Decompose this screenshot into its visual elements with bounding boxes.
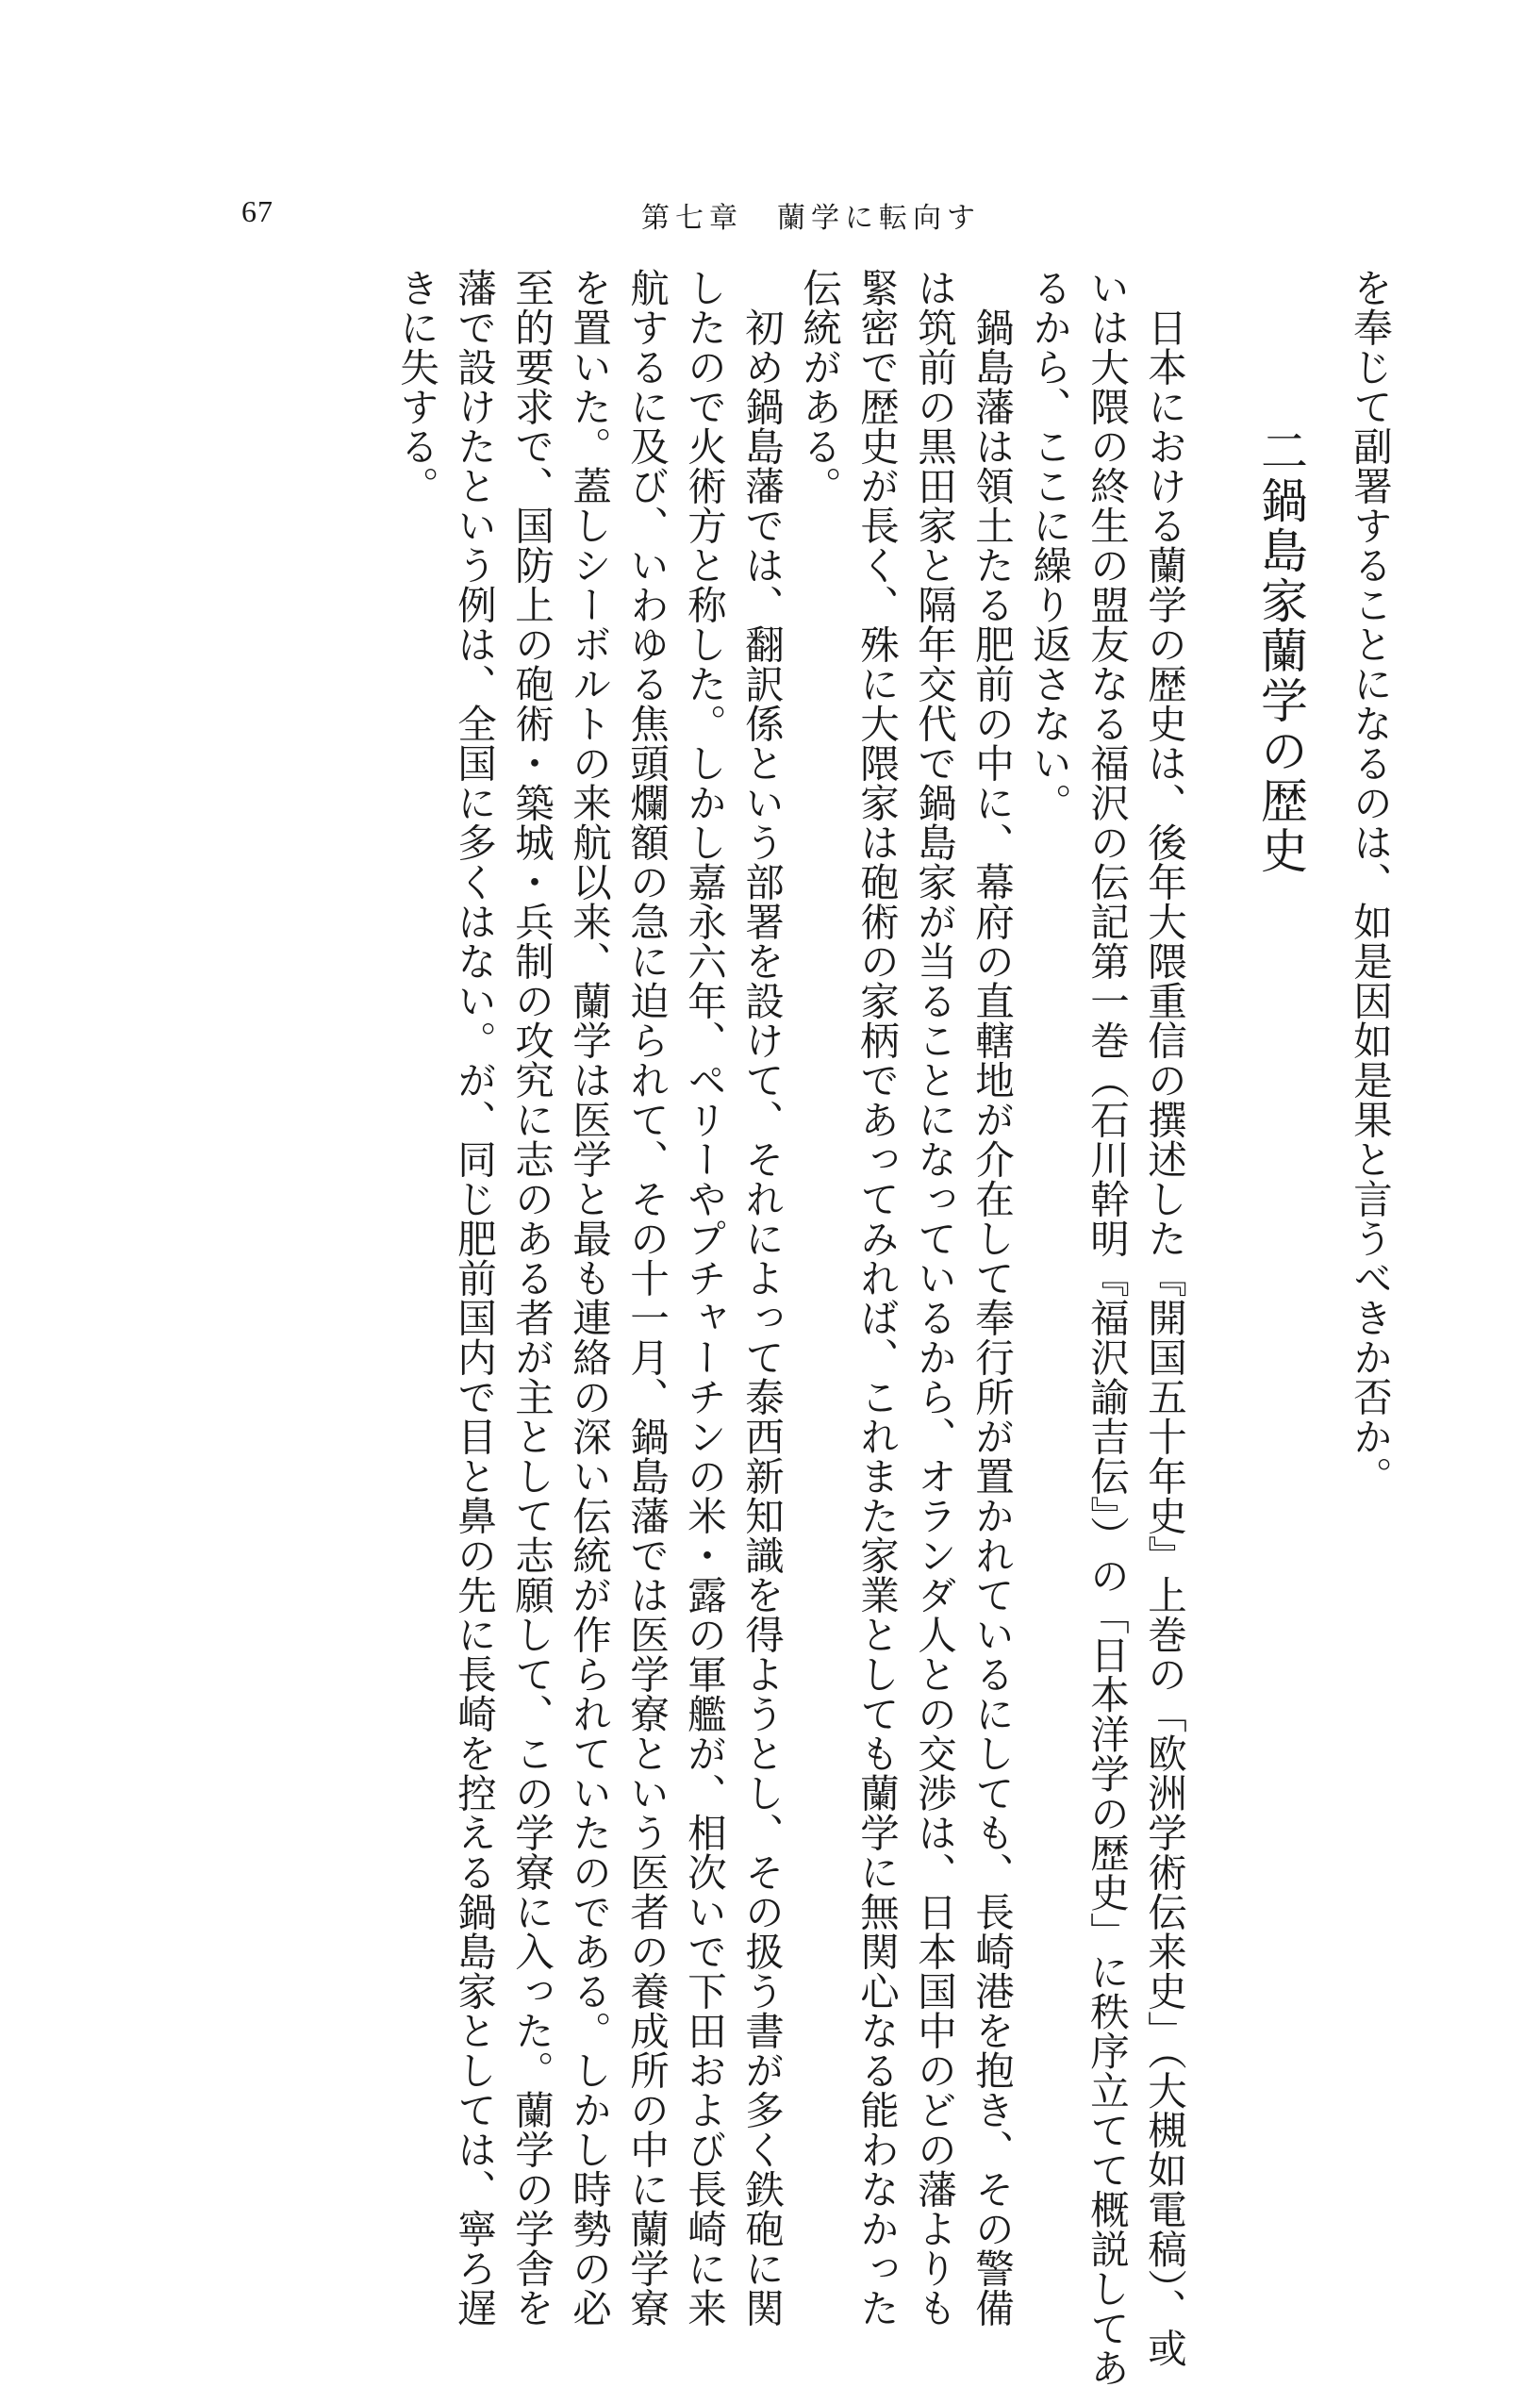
paragraph-3-line-6: 藩で設けたという例は、全国に多くはない。が、同じ肥前国内で目と鼻の先に長崎を控える鍋島家としては、寧ろ遅 — [451, 268, 497, 2328]
paragraph-3-line-1: 初め鍋島藩では、翻訳係という部署を設けて、それによって泰西新知識を得ようとし、その扱う書が多く鉄砲に関 — [738, 307, 785, 2328]
section-title: 鍋島家蘭学の歴史 — [1253, 476, 1308, 876]
paragraph-1-line-3: るから、ここに繰り返さない。 — [1026, 268, 1072, 822]
opening-line: を奉じて副署することになるのは、如是因如是果と言うべきか否か。 — [1347, 268, 1393, 1496]
section-heading — [1251, 268, 1309, 2211]
paragraph-2-line-2: は筑前の黒田家と隔年交代で鍋島家が当ることになっているから、オランダ人との交渉は、日本国中のどの藩よりも — [911, 268, 957, 2328]
section-number: 二 — [1253, 426, 1308, 476]
paragraph-3-line-4: を置いた。蓋しシーボルトの来航以来、蘭学は医学と最も連絡の深い伝統が作られていたのである。しかし時勢の必 — [566, 268, 612, 2328]
paragraph-2-line-1: 鍋島藩は領土たる肥前の中に、幕府の直轄地が介在して奉行所が置かれているにしても、長崎港を抱き、その警備 — [969, 307, 1015, 2328]
paragraph-1-line-1: 日本における蘭学の歴史は、後年大隈重信の撰述した『開国五十年史』上巻の「欧洲学術伝来史」（大槻如電稿）、或 — [1141, 307, 1187, 2367]
body-text — [388, 268, 1399, 2387]
page-number: 67 — [241, 194, 273, 228]
paragraph-3-line-2: したので火術方と称した。しかし嘉永六年、ペリーやプチャーチンの米・露の軍艦が、相次いで下田および長崎に来 — [681, 268, 727, 2328]
paragraph-3-line-3: 航するに及び、いわゆる焦頭爛額の急に迫られて、その十一月、鍋島藩では医学寮という医者の養成所の中に蘭学寮 — [623, 268, 670, 2328]
paragraph-3-line-7: きに失する。 — [393, 268, 439, 506]
running-head: 第七章 蘭学に転向す — [641, 202, 981, 235]
paragraph-2-line-3: 緊密で歴史が長く、殊に大隈家は砲術の家柄であってみれば、これまた家業としても蘭学に無関心なる能わなかった — [853, 268, 900, 2328]
paragraph-1-line-2: いは大隈の終生の盟友なる福沢の伝記第一巻（石川幹明『福沢諭吉伝』）の「日本洋学の歴史」に秩序立てて概説してあ — [1084, 268, 1130, 2387]
paragraph-3-line-5: 至的要求で、国防上の砲術・築城・兵制の攻究に志のある者が主として志願して、この学寮に入った。蘭学の学舎を — [508, 268, 555, 2328]
paragraph-2-line-4: 伝統がある。 — [796, 268, 842, 506]
